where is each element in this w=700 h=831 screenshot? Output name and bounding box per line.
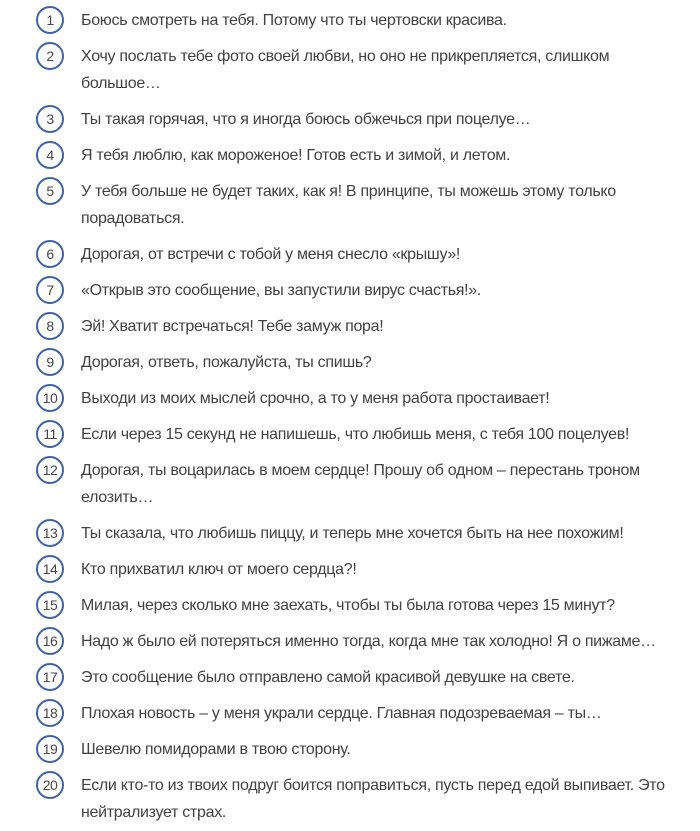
item-text: Дорогая, ты воцарилась в моем сердце! Прошу об одном – перестань троном елозить… bbox=[81, 462, 640, 506]
item-number-badge: 7 bbox=[36, 276, 64, 304]
list-item bbox=[36, 241, 690, 268]
item-number-badge: 1 bbox=[36, 6, 64, 34]
list-item bbox=[36, 772, 690, 826]
item-text: У тебя больше не будет таких, как я! В принципе, ты можешь этому только порадоваться. bbox=[81, 183, 616, 227]
item-text: Милая, через сколько мне заехать, чтобы ты была готова через 15 минут? bbox=[81, 597, 615, 614]
item-number-badge: 6 bbox=[36, 240, 64, 268]
item-number-badge: 10 bbox=[36, 384, 64, 412]
item-number-badge: 5 bbox=[36, 177, 64, 205]
item-number-badge: 13 bbox=[36, 519, 64, 547]
list-item bbox=[36, 520, 690, 547]
item-text: Если кто-то из твоих подруг боится поправиться, пусть перед едой выпивает. Это нейтрализует страх. bbox=[81, 777, 665, 821]
item-number-badge: 14 bbox=[36, 555, 64, 583]
list-item bbox=[36, 142, 690, 169]
list-item bbox=[36, 7, 690, 34]
item-text: Хочу послать тебе фото своей любви, но оно не прикрепляется, слишком большое… bbox=[81, 48, 610, 92]
list-item bbox=[36, 385, 690, 412]
item-number-badge: 15 bbox=[36, 591, 64, 619]
item-number-badge: 8 bbox=[36, 312, 64, 340]
list-item bbox=[36, 277, 690, 304]
list-item bbox=[36, 43, 690, 97]
item-number-badge: 19 bbox=[36, 735, 64, 763]
item-number-badge: 11 bbox=[36, 420, 64, 448]
list-item bbox=[36, 349, 690, 376]
item-number-badge: 12 bbox=[36, 456, 64, 484]
list-item bbox=[36, 178, 690, 232]
item-text: Выходи из моих мыслей срочно, а то у меня работа простаивает! bbox=[81, 390, 550, 407]
item-text: Дорогая, от встречи с тобой у меня снесло «крышу»! bbox=[81, 246, 461, 263]
item-text: Я тебя люблю, как мороженое! Готов есть и зимой, и летом. bbox=[81, 147, 511, 164]
list-item bbox=[36, 106, 690, 133]
item-number-badge: 16 bbox=[36, 627, 64, 655]
item-text: Ты сказала, что любишь пиццу, и теперь мне хочется быть на нее похожим! bbox=[81, 525, 624, 542]
item-text: Шевелю помидорами в твою сторону. bbox=[81, 741, 351, 758]
item-number-badge: 4 bbox=[36, 141, 64, 169]
list-item bbox=[36, 700, 690, 727]
item-text: Эй! Хватит встречаться! Тебе замуж пора! bbox=[81, 318, 384, 335]
item-text: «Открыв это сообщение, вы запустили вирус счастья!». bbox=[81, 282, 482, 299]
item-text: Боюсь смотреть на тебя. Потому что ты чертовски красива. bbox=[81, 12, 507, 29]
item-number-badge: 18 bbox=[36, 699, 64, 727]
list-item bbox=[36, 628, 690, 655]
item-number-badge: 20 bbox=[36, 771, 64, 799]
item-number-badge: 3 bbox=[36, 105, 64, 133]
list-item bbox=[36, 313, 690, 340]
item-text: Кто прихватил ключ от моего сердца?! bbox=[81, 561, 357, 578]
item-text: Плохая новость – у меня украли сердце. Главная подозреваемая – ты… bbox=[81, 705, 602, 722]
list-item bbox=[36, 556, 690, 583]
item-number-badge: 2 bbox=[36, 42, 64, 70]
item-text: Дорогая, ответь, пожалуйста, ты спишь? bbox=[81, 354, 372, 371]
list-item bbox=[36, 664, 690, 691]
item-text: Это сообщение было отправлено самой красивой девушке на свете. bbox=[81, 669, 575, 686]
item-text: Если через 15 секунд не напишешь, что любишь меня, с тебя 100 поцелуев! bbox=[81, 426, 630, 443]
list-item bbox=[36, 421, 690, 448]
item-number-badge: 9 bbox=[36, 348, 64, 376]
list-item bbox=[36, 592, 690, 619]
list-item bbox=[36, 736, 690, 763]
item-text: Надо ж было ей потеряться именно тогда, когда мне так холодно! Я о пижаме… bbox=[81, 633, 656, 650]
item-number-badge: 17 bbox=[36, 663, 64, 691]
item-text: Ты такая горячая, что я иногда боюсь обжечься при поцелуе… bbox=[81, 111, 531, 128]
list-item bbox=[36, 457, 690, 511]
